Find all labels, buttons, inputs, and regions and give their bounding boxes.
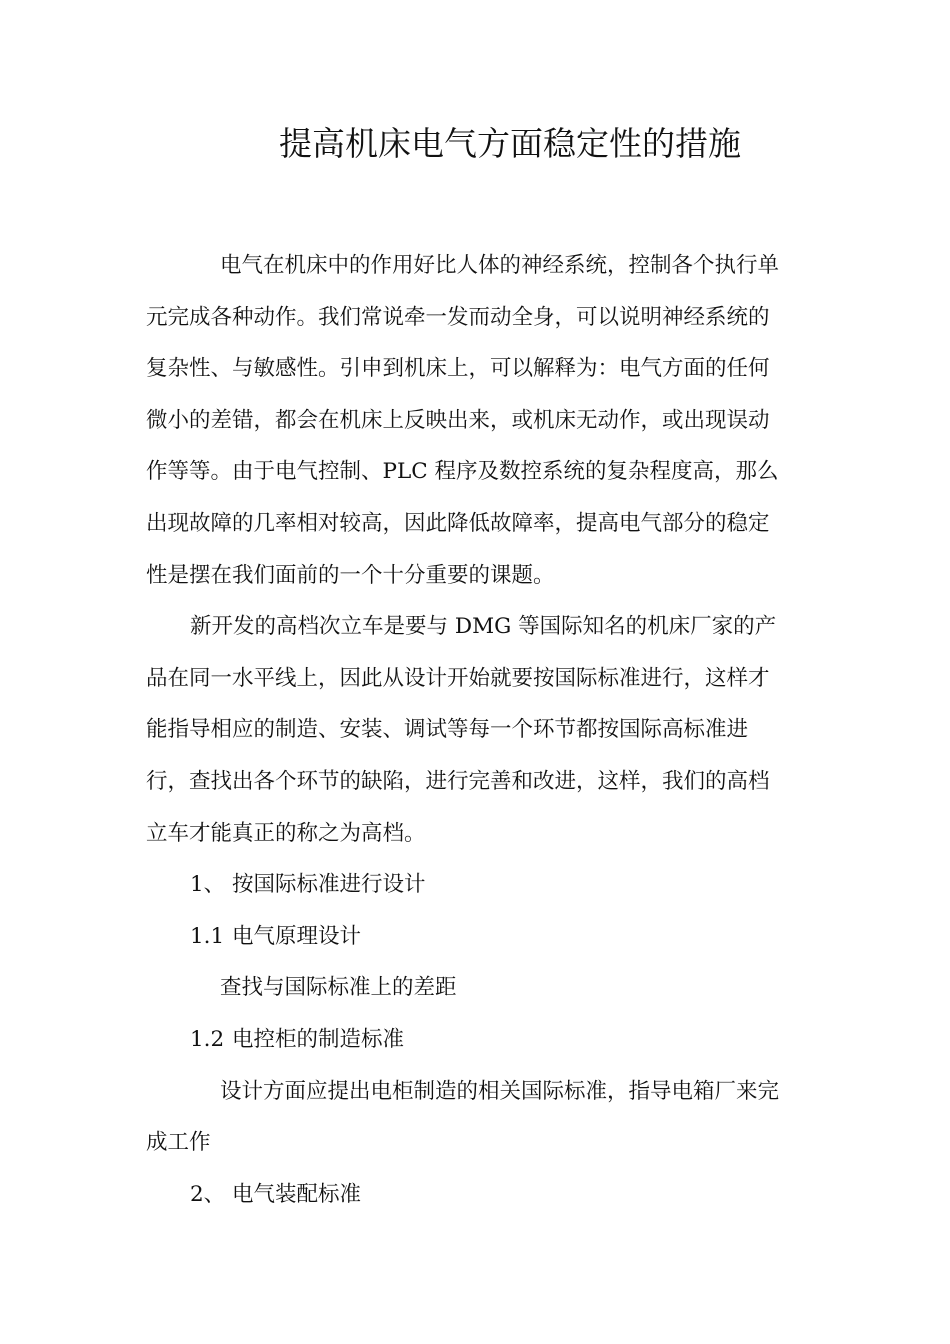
paragraph-line: 元完成各种动作。我们常说牵一发而动全身，可以说明神经系统的	[146, 304, 770, 330]
paragraph-line: 性是摆在我们面前的一个十分重要的课题。	[146, 562, 555, 588]
section-1-2-text	[146, 1066, 806, 1169]
document-body	[146, 240, 806, 1220]
section-heading-2	[146, 1169, 806, 1221]
section-heading-1	[146, 859, 806, 911]
paragraph-line: 出现故障的几率相对较高，因此降低故障率，提高电气部分的稳定	[146, 510, 770, 536]
paragraph-line: 电气在机床中的作用好比人体的神经系统，控制各个执行单	[220, 253, 780, 278]
paragraph-line: 微小的差错，都会在机床上反映出来，或机床无动作，或出现误动	[146, 407, 770, 433]
section-number: 2、	[190, 1181, 226, 1207]
section-number: 1.1	[190, 923, 225, 949]
section-heading-text: 按国际标准进行设计	[232, 872, 426, 898]
paragraph-line: 成工作	[146, 1130, 211, 1156]
paragraph-line: 复杂性、与敏感性。引申到机床上，可以解释为：电气方面的任何	[146, 356, 770, 382]
section-heading-text: 电控柜的制造标准	[232, 1026, 405, 1052]
section-heading-1-1	[146, 911, 806, 963]
paragraph-line: 设计方面应提出电柜制造的相关国际标准，指导电箱厂来完	[220, 1078, 780, 1104]
section-heading-1-2	[146, 1014, 806, 1066]
paragraph-line: 能指导相应的制造、安装、调试等每一个环节都按国际高标准进	[146, 717, 749, 743]
paragraph-line: 作等等。由于电气控制、PLC 程序及数控系统的复杂程度高，那么	[146, 459, 779, 485]
paragraph-line: 品在同一水平线上，因此从设计开始就要按国际标准进行，这样才	[146, 665, 770, 691]
section-heading-text: 电气原理设计	[232, 923, 362, 949]
section-number: 1、	[190, 872, 226, 898]
document-title: 提高机床电气方面稳定性的措施	[279, 124, 741, 163]
paragraph-line: 立车才能真正的称之为高档。	[146, 820, 426, 846]
section-number: 1.2	[190, 1026, 225, 1052]
section-heading-text: 电气装配标准	[232, 1181, 362, 1207]
section-1-1-text: 查找与国际标准上的差距	[220, 975, 457, 1001]
paragraph-intro	[146, 240, 806, 601]
paragraph-development	[146, 601, 806, 859]
paragraph-line: 行，查找出各个环节的缺陷，进行完善和改进，这样，我们的高档	[146, 768, 770, 794]
paragraph-line: 新开发的高档次立车是要与 DMG 等国际知名的机床厂家的产	[190, 614, 777, 640]
